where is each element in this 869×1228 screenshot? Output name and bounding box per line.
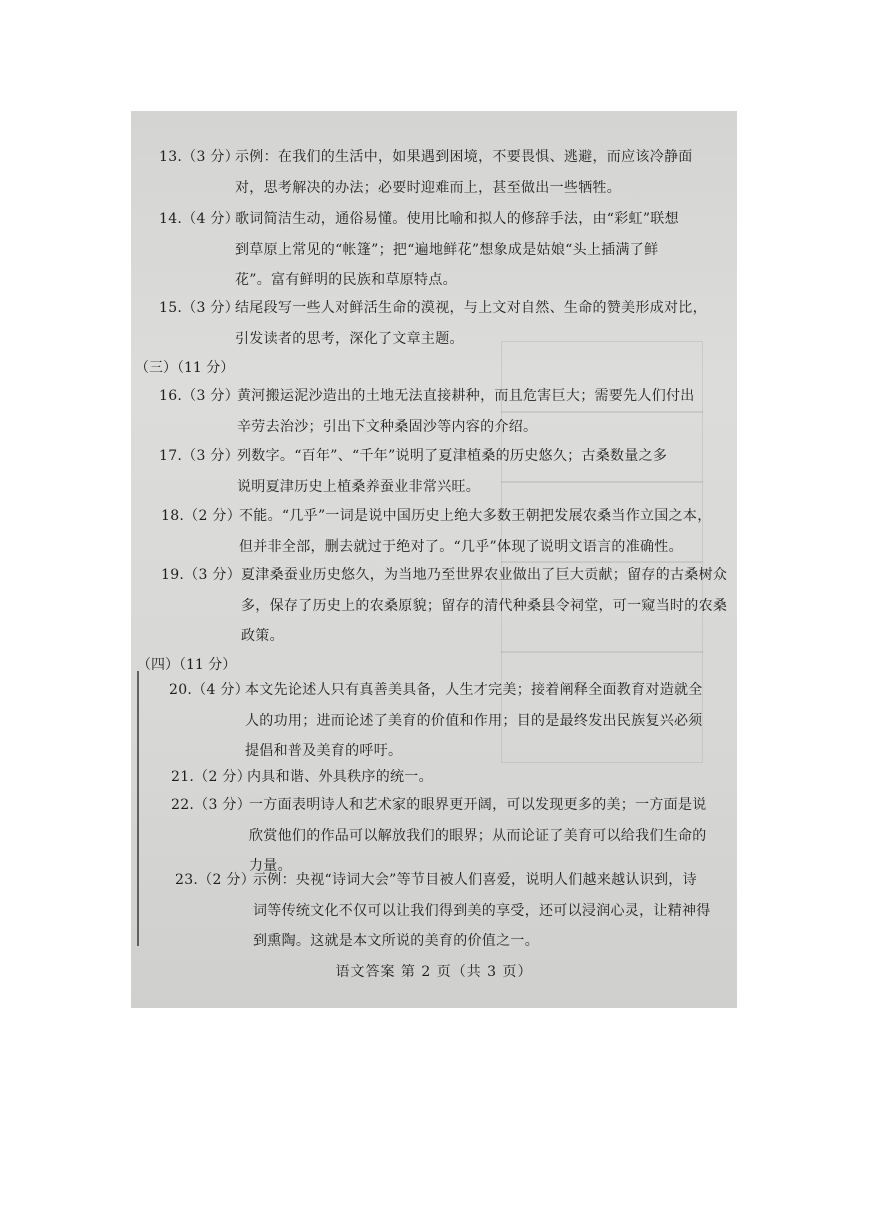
answer-line: 一方面表明诗人和艺术家的眼界更开阔，可以发现更多的美；一方面是说: [249, 797, 707, 813]
answer-number: 21.（2 分）: [171, 769, 252, 785]
page-footer: 语文答案 第 2 页（共 3 页）: [335, 964, 533, 980]
answer-number: 23.（2 分）: [175, 872, 256, 888]
answer-number: 20.（4 分）: [169, 682, 250, 698]
answer-line: 到草原上常见的“帐篷”；把“遍地鲜花”想象成是姑娘“头上插满了鲜: [235, 241, 659, 258]
section-heading-4: （四）（11 分）: [137, 657, 237, 673]
answer-line: 示例：在我们的生活中，如果遇到困境，不要畏惧、逃避，而应该冷静面: [235, 149, 693, 165]
answer-number: 13.（3 分）: [159, 149, 240, 165]
answer-line: 本文先论述人只有真善美具备，人生才完美；接着阐释全面教育对造就全: [245, 682, 703, 698]
answer-line: 欣赏他们的作品可以解放我们的眼界；从而论证了美育可以给我们生命的: [249, 827, 707, 844]
answer-line: 花”。富有鲜明的民族和草原特点。: [235, 272, 457, 288]
answer-line: 黄河搬运泥沙造出的土地无法直接耕种，而且危害巨大；需要先人们付出: [237, 388, 695, 404]
answer-number: 15.（3 分）: [159, 300, 240, 316]
answer-line: 人的功用；进而论述了美育的价值和作用；目的是最终发出民族复兴必须: [245, 712, 703, 729]
answer-number: 18.（2 分）: [161, 508, 242, 524]
answer-line: 不能。“几乎”一词是说中国历史上绝大多数王朝把发展农桑当作立国之本，: [239, 508, 712, 524]
answer-line: 但并非全部，删去就过于绝对了。“几乎”体现了说明文语言的准确性。: [239, 538, 683, 555]
answer-number: 17.（3 分）: [159, 448, 240, 464]
answer-line: 词等传统文化不仅可以让我们得到美的享受，还可以浸润心灵，让精神得: [253, 902, 711, 919]
answer-line: 夏津桑蚕业历史悠久，为当地乃至世界农业做出了巨大贡献；留存的古桑树众: [241, 567, 728, 583]
answer-line: 提倡和普及美育的呼吁。: [245, 743, 403, 759]
section-heading-3: （三）（11 分）: [135, 360, 235, 376]
answer-line: 到熏陶。这就是本文所说的美育的价值之一。: [253, 933, 539, 949]
answer-line: 歌词简洁生动，通俗易懂。使用比喻和拟人的修辞手法，由“彩虹”联想: [235, 211, 679, 227]
answer-line: 多，保存了历史上的农桑原貌；留存的清代种桑县令祠堂，可一窥当时的农桑: [241, 597, 728, 614]
answer-number: 14.（4 分）: [159, 211, 240, 227]
answer-number: 22.（3 分）: [171, 797, 252, 813]
answer-line: 政策。: [241, 628, 284, 644]
answer-line: 辛劳去治沙；引出下文种桑固沙等内容的介绍。: [237, 418, 538, 435]
answer-line: 力量。: [249, 858, 292, 874]
answer-number: 19.（3 分）: [161, 567, 242, 583]
answer-sheet: [131, 111, 737, 1008]
answer-line: 说明夏津历史上植桑养蚕业非常兴旺。: [237, 478, 481, 495]
answer-line: 内具和谐、外具秩序的统一。: [247, 769, 433, 785]
answer-line: 引发读者的思考，深化了文章主题。: [235, 330, 464, 347]
scanned-page-photo: [131, 111, 737, 1008]
answer-line: 列数字。“百年”、“千年”说明了夏津植桑的历史悠久；古桑数量之多: [237, 448, 668, 464]
answer-line: 结尾段写一些人对鲜活生命的漠视，与上文对自然、生命的赞美形成对比，: [235, 300, 707, 316]
answer-line: 对，思考解决的办法；必要时迎难而上，甚至做出一些牺牲。: [235, 179, 622, 196]
answer-number: 16.（3 分）: [159, 388, 240, 404]
answer-line: 示例：央视“诗词大会”等节目被人们喜爱，说明人们越来越认识到，诗: [253, 872, 697, 888]
